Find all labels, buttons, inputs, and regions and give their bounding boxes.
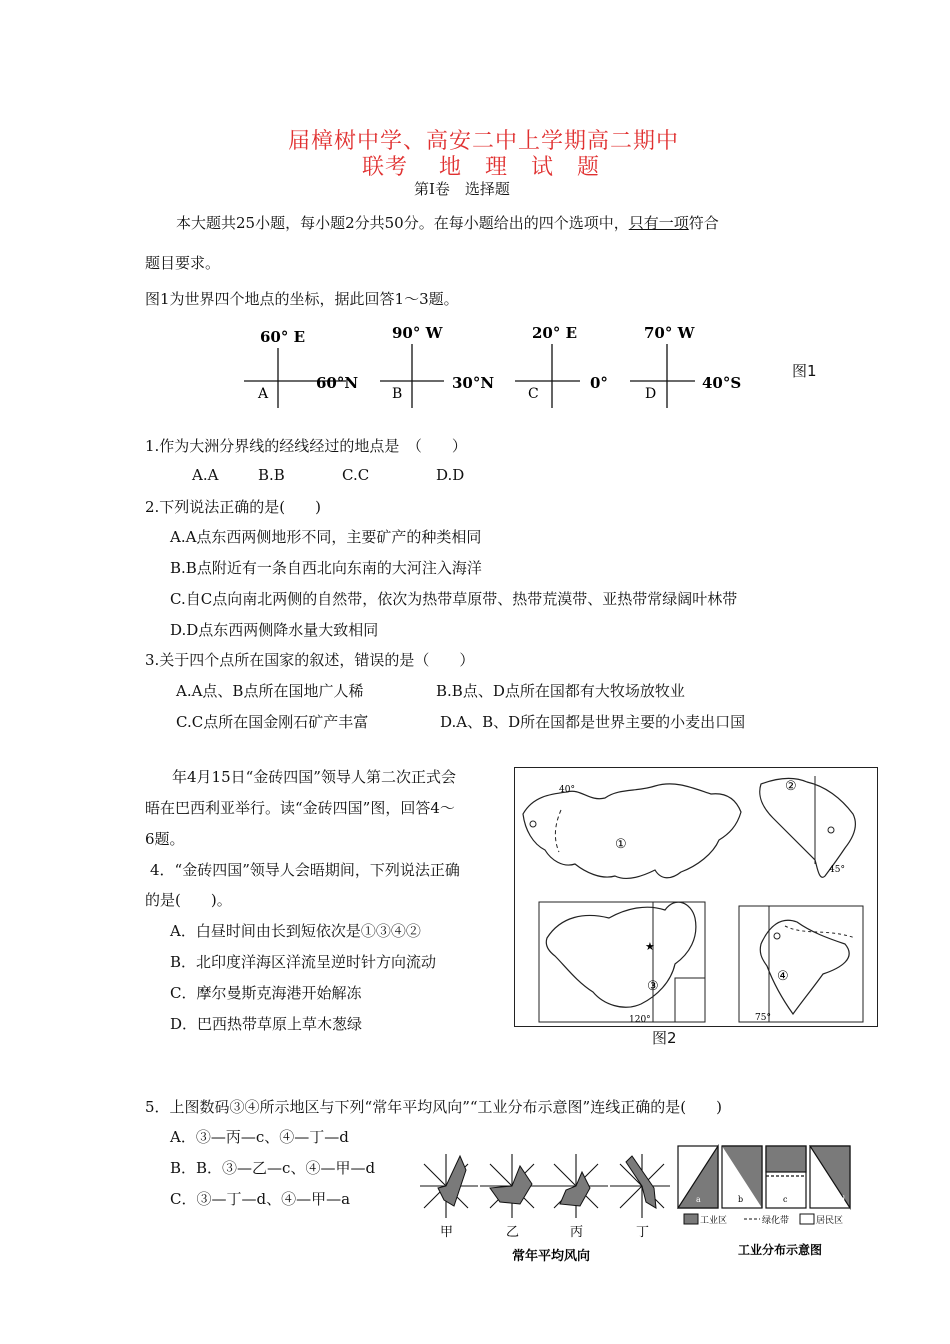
wind-rose-jia (420, 1154, 478, 1240)
q2-option-d: D.D点东西两侧降水量大致相同 (170, 621, 379, 639)
legend-resident: 居民区 (816, 1216, 844, 1226)
wind-rose-yi-label: 乙 (506, 1225, 520, 1240)
passage-line-3: 6题。 (145, 830, 185, 848)
coord-d-name: D (645, 386, 657, 402)
coord-a-name: A (258, 386, 269, 402)
brazil-degree: 45° (829, 865, 845, 875)
coord-c-lon: 20° E (532, 324, 578, 342)
intro-text-end: 符合 (688, 214, 719, 232)
q4-option-b: B．北印度洋海区洋流呈逆时针方向流动 (170, 953, 437, 971)
coord-b-name: B (392, 386, 403, 402)
fig1-label: 图1 (792, 362, 817, 380)
q3-option-a: A.A点、B点所在国地广人稀 (176, 682, 364, 700)
fig4-industry-layout (676, 1144, 856, 1264)
legend-green: 绿化带 (762, 1216, 790, 1226)
q1-stem: 1.作为大洲分界线的经线经过的地点是 （ ） (145, 437, 467, 455)
map-india (739, 906, 863, 1023)
q4-option-c: C．摩尔曼斯克海港开始解冻 (170, 984, 362, 1002)
wind-rose-yi (480, 1154, 544, 1240)
coord-c-name: C (528, 386, 539, 402)
q3-option-c: C.C点所在国金刚石矿产丰富 (176, 713, 369, 731)
wind-rose-jia-label: 甲 (440, 1225, 454, 1240)
brazil-marker: ② (785, 779, 797, 794)
page-title: 届樟树中学、高安二中上学期高二期中 (288, 129, 680, 154)
india-marker: ④ (777, 969, 789, 984)
q4-option-d: D．巴西热带草原上草木葱绿 (170, 1015, 363, 1033)
fig4-caption: 工业分布示意图 (738, 1243, 823, 1257)
india-degree: 75° (755, 1013, 771, 1023)
q4-option-a: A．白昼时间由长到短依次是①③④② (170, 922, 421, 940)
intro-underlined: 只有一项 (628, 214, 689, 232)
intro-text: 本大题共25小题，每小题2分共50分。在每小题给出的四个选项中， (176, 214, 629, 232)
wind-rose-bing (544, 1154, 608, 1240)
legend-resident-swatch (800, 1214, 814, 1224)
china-marker: ③ (647, 979, 659, 994)
fig2-label: 图2 (652, 1029, 677, 1047)
coord-d (630, 324, 741, 408)
q2-option-b: B.B点附近有一条自西北向东南的大河注入海洋 (170, 559, 482, 577)
q3-option-b: B.B点、D点所在国都有大牧场放牧业 (436, 682, 685, 700)
coord-a-lat: 60°N (316, 374, 359, 392)
q5-option-c: C．③—丁—d、④—甲—a (170, 1190, 351, 1208)
coord-a (244, 328, 358, 408)
legend-industry: 工业区 (700, 1216, 728, 1226)
q5-option-a: A．③—丙—c、④—丁—d (170, 1128, 349, 1146)
q5-option-b: B．B．③—乙—c、④—甲—d (170, 1159, 376, 1177)
coord-b-lat: 30°N (452, 374, 495, 392)
q3-option-d: D.A、B、D所在国都是世界主要的小麦出口国 (440, 713, 746, 731)
section-heading: 第Ⅰ卷 选择题 (414, 180, 510, 198)
fig3-caption: 常年平均风向 (512, 1249, 591, 1264)
coord-c-lat: 0° (590, 374, 608, 392)
q4-stem-2: 的是( )。 (145, 891, 232, 909)
russia-marker: ① (615, 837, 627, 852)
passage-line-2: 晤在巴西利亚举行。读“金砖四国”图，回答4～ (145, 799, 455, 817)
coord-d-lat: 40°S (702, 374, 742, 392)
coord-b (380, 324, 494, 408)
q2-option-c: C.自C点向南北两侧的自然带，依次为热带草原带、热带荒漠带、亚热带常绿阔叶林带 (170, 590, 738, 608)
china-degree: 120° (629, 1015, 651, 1025)
q1-option-b: B.B (258, 466, 285, 484)
panel-a-label: a (696, 1195, 701, 1204)
fig1-prompt: 图1为世界四个地点的坐标，据此回答1～3题。 (145, 290, 459, 308)
coord-c (515, 324, 608, 408)
wind-rose-ding-label: 丁 (636, 1225, 650, 1240)
fig3-wind-roses (420, 1144, 670, 1264)
page-subtitle: 联考 地 理 试 题 (362, 155, 600, 180)
star-icon: ★ (645, 940, 655, 953)
panel-b-label: b (738, 1195, 744, 1204)
coord-d-lon: 70° W (644, 324, 695, 342)
q5-stem: 5．上图数码③④所示地区与下列“常年平均风向”“工业分布示意图”连线正确的是( ) (145, 1098, 722, 1116)
russia-degree: 40° (559, 785, 575, 795)
q4-stem-1: 4．“金砖四国”领导人会晤期间，下列说法正确 (150, 861, 460, 879)
coord-b-lon: 90° W (392, 324, 443, 342)
q1-option-d: D.D (436, 466, 465, 484)
map-russia (523, 784, 741, 879)
intro-line (176, 212, 719, 233)
intro-line-2: 题目要求。 (145, 254, 221, 272)
q1-option-c: C.C (342, 466, 370, 484)
fig2-bric-maps (514, 767, 878, 1027)
coord-a-lon: 60° E (260, 328, 306, 346)
passage-line-1: 年4月15日“金砖四国”领导人第二次正式会 (172, 768, 456, 786)
map-china (539, 902, 705, 1025)
map-brazil (760, 776, 856, 877)
q2-option-a: A.A点东西两侧地形不同，主要矿产的种类相同 (170, 528, 482, 546)
wind-rose-bing-label: 丙 (570, 1225, 584, 1240)
fig2-svg (515, 768, 877, 1026)
panel-c-label: c (783, 1195, 788, 1204)
fig1-coordinates (230, 318, 790, 408)
q3-stem: 3.关于四个点所在国家的叙述，错误的是（ ） (145, 651, 475, 669)
legend-industry-swatch (684, 1214, 698, 1224)
wind-rose-ding (610, 1154, 670, 1240)
q2-stem: 2.下列说法正确的是( ) (145, 498, 322, 516)
q1-option-a: A.A (192, 466, 219, 484)
panel-d-label: d (840, 1195, 846, 1204)
